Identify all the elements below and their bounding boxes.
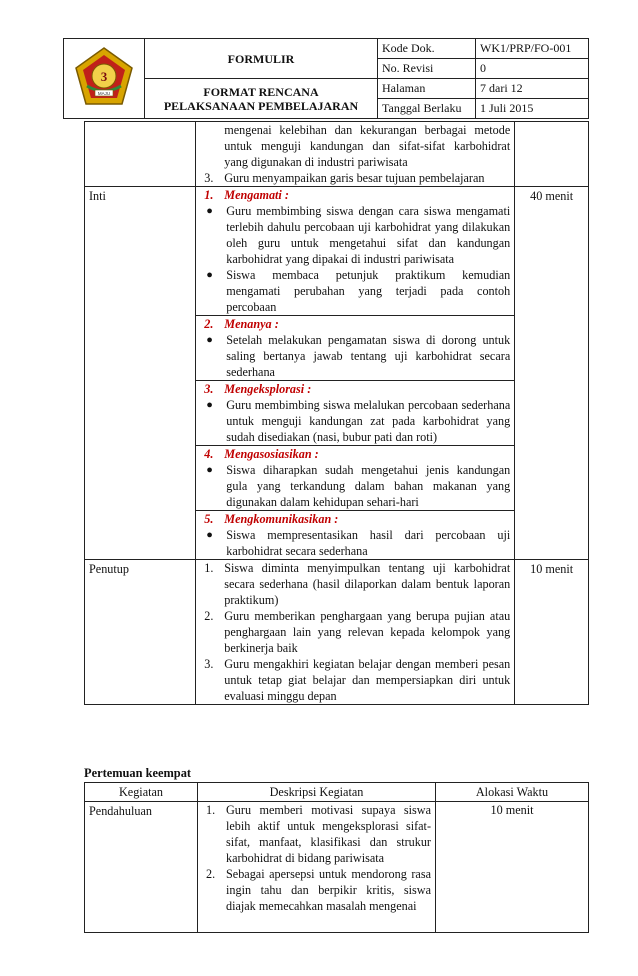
table-row: [85, 560, 589, 705]
logo-number: 3: [100, 69, 108, 84]
meta-key: Tanggal Berlaku: [378, 99, 476, 119]
meta-key: Kode Dok.: [378, 39, 476, 59]
column-header: Kegiatan: [85, 783, 198, 802]
school-logo-icon: [73, 46, 135, 108]
activity-label: Pendahuluan: [85, 802, 198, 933]
list-item-text: Guru membimbing siswa dengan cara siswa mengamati terlebih dahulu percobaan uji karbohidrat yang dilakukan oleh guru untuk mengetahui sifat dan kandungan karbohidrat yang dipakai di industri pariwisata: [226, 204, 511, 266]
section-number: 2.: [204, 317, 214, 331]
section-heading: Pertemuan keempat: [84, 766, 192, 780]
bullet-icon: ●: [206, 399, 213, 411]
table-header-row: [85, 783, 589, 802]
list-number: 1.: [204, 561, 214, 575]
form-label: FORMULIR: [145, 39, 378, 79]
bullet-icon: ●: [206, 529, 213, 541]
continuation-cell: [196, 122, 515, 187]
section-number: 3.: [204, 382, 214, 396]
section-number: 5.: [204, 512, 214, 526]
continuation-line: yang digunakan di industri pariwisata: [224, 155, 408, 169]
section-number: 1.: [204, 188, 214, 202]
section-title: Mengamati :: [224, 188, 289, 202]
table-row: [85, 802, 589, 933]
document-title: [145, 79, 378, 119]
document-title-line1: FORMAT RENCANA: [203, 84, 319, 99]
activity-label: Penutup: [85, 560, 196, 705]
activity-description: [196, 187, 515, 560]
bullet-icon: ●: [206, 205, 213, 217]
section-number: 4.: [204, 447, 214, 461]
column-header: Deskripsi Kegiatan: [198, 783, 436, 802]
time-allocation: 10 menit: [436, 802, 589, 933]
table-row: [85, 122, 589, 187]
list-number: 1.: [206, 803, 216, 817]
logo-banner: MAJU: [97, 91, 111, 96]
document-header: [63, 38, 589, 119]
section-title: Menanya :: [224, 317, 279, 331]
list-item-text: Siswa diharapkan sudah mengetahui jenis kandungan gula yang terkandung dalam bahan makanan yang digunakan dalam kehidupan sehari-hari: [226, 463, 511, 509]
list-item-text: Guru memberi motivasi supaya siswa lebih aktif untuk mengeksplorasi sifat-sifat, manfaat, klasifikasi dan strukur karbohidrat di bidang pariwisata: [226, 803, 431, 865]
activity-table: [84, 121, 589, 705]
inti-section-mengamati: [204, 187, 510, 315]
activity-description: [196, 560, 515, 705]
list-number: 2.: [206, 867, 216, 881]
meta-value: 7 dari 12: [476, 79, 589, 99]
continuation-line: untuk menguji kandungan dan sifat-sifat karbohidrat: [224, 139, 511, 153]
activity-description: [198, 802, 436, 933]
meta-value: WK1/PRP/FO-001: [476, 39, 589, 59]
inti-section-mengeksplorasi: [196, 380, 514, 445]
bullet-icon: ●: [206, 334, 213, 346]
list-item-text: Siswa membaca petunjuk praktikum kemudian mengamati perubahan yang terjadi pada contoh percobaan: [226, 268, 511, 314]
continuation-line: mengenai kelebihan dan kekurangan berbagai metode: [224, 123, 511, 137]
section-title: Mengkomunikasikan :: [224, 512, 339, 526]
time-allocation: 40 menit: [515, 187, 589, 560]
list-item-text: Siswa mempresentasikan hasil dari percobaan uji karbohidrat secara sederhana: [226, 528, 511, 558]
time-allocation: 10 menit: [515, 560, 589, 705]
list-item-text: Guru menyampaikan garis besar tujuan pembelajaran: [224, 171, 485, 185]
inti-section-mengkomunikasikan: [196, 510, 514, 559]
list-item-text: Sebagai apersepsi untuk mendorong rasa ingin tahu dan berpikir kritis, siswa diajak memecahkan masalah mengenai: [226, 867, 431, 913]
section-title: Mengeksplorasi :: [224, 382, 312, 396]
meta-value: 1 Juli 2015: [476, 99, 589, 119]
list-number: 3.: [204, 657, 214, 671]
inti-section-menanya: [196, 315, 514, 380]
document-title-line2: PELAKSANAAN PEMBELAJARAN: [163, 98, 359, 113]
bullet-icon: ●: [206, 269, 213, 281]
meta-key: Halaman: [378, 79, 476, 99]
inti-section-mengasosiasikan: [196, 445, 514, 510]
meeting4-table: [84, 782, 589, 933]
list-item-text: Guru membimbing siswa melalukan percobaan sederhana untuk menguji kandungan zat pada karbohidrat yang sudah disediakan (nasi, bubur pati dan roti): [226, 398, 511, 444]
list-item-text: Siswa diminta menyimpulkan tentang uji karbohidrat secara sederhana (hasil dilaporkan dalam bentuk laporan praktikum): [224, 561, 511, 607]
meta-key: No. Revisi: [378, 59, 476, 79]
logo-cell: [64, 39, 145, 119]
table-row: [85, 187, 589, 560]
activity-label: Inti: [85, 187, 196, 560]
list-item-text: Guru mengakhiri kegiatan belajar dengan memberi pesan untuk tetap giat belajar dan mempersiapkan diri untuk evaluasi minggu depan: [224, 657, 511, 703]
list-item-text: Guru memberikan penghargaan yang berupa pujian atau penghargaan lain yang relevan kepada kelompok yang berkinerja baik: [224, 609, 511, 655]
bullet-icon: ●: [206, 464, 213, 476]
section-title: Mengasosiasikan :: [224, 447, 319, 461]
meta-value: 0: [476, 59, 589, 79]
column-header: Alokasi Waktu: [436, 783, 589, 802]
list-number: 3.: [204, 171, 214, 185]
list-number: 2.: [204, 609, 214, 623]
list-item-text: Setelah melakukan pengamatan siswa di dorong untuk saling bertanya jawab tentang uji karbohidrat secara sederhana: [226, 333, 511, 379]
